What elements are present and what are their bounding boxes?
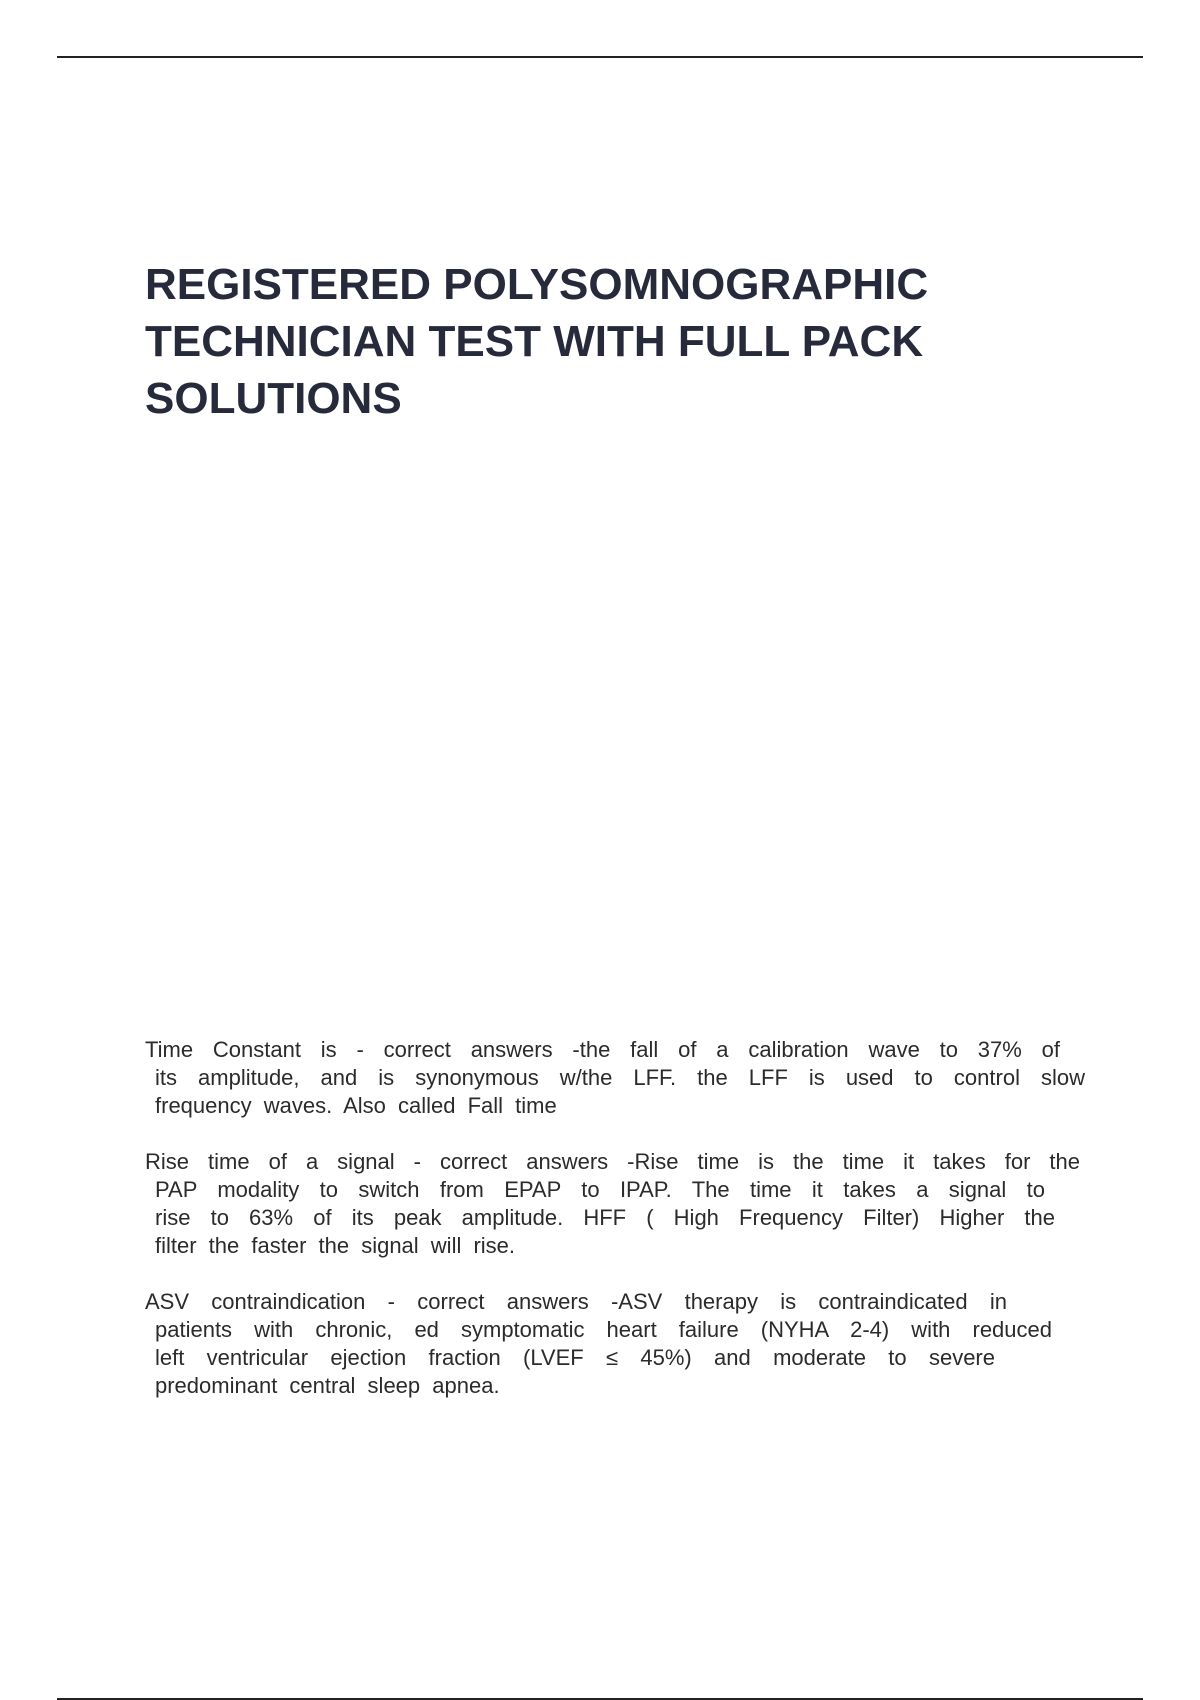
qa-line: patients with chronic, ed symptomatic heart failure (NYHA 2-4) with reduced: [155, 1317, 1052, 1342]
qa-line: left ventricular ejection fraction (LVEF ≤ 45%) and moderate to severe: [155, 1345, 995, 1370]
qa-line: rise to 63% of its peak amplitude. HFF ( High Frequency Filter) Higher the: [155, 1205, 1055, 1230]
qa-line: its amplitude, and is synonymous w/the LFF. the LFF is used to control slow: [155, 1065, 1085, 1090]
qa-line: Time Constant is - correct answers -the fall of a calibration wave to 37% of: [145, 1037, 1060, 1062]
document-title: REGISTERED POLYSOMNOGRAPHIC TECHNICIAN TEST WITH FULL PACK SOLUTIONS: [145, 260, 929, 423]
qa-line: filter the faster the signal will rise.: [155, 1233, 516, 1258]
qa-entry-asv-contraindication: [145, 1288, 1085, 1400]
qa-line: Rise time of a signal - correct answers -Rise time is the time it takes for the: [145, 1149, 1080, 1174]
top-rule: [57, 56, 1143, 58]
qa-entry-time-constant: [145, 1036, 1085, 1120]
qa-line: predominant central sleep apnea.: [155, 1373, 500, 1398]
qa-line: frequency waves. Also called Fall time: [155, 1093, 557, 1118]
qa-line: PAP modality to switch from EPAP to IPAP. The time it takes a signal to: [155, 1177, 1045, 1202]
qa-line: ASV contraindication - correct answers -ASV therapy is contraindicated in: [145, 1289, 1007, 1314]
qa-entry-rise-time: [145, 1148, 1085, 1260]
